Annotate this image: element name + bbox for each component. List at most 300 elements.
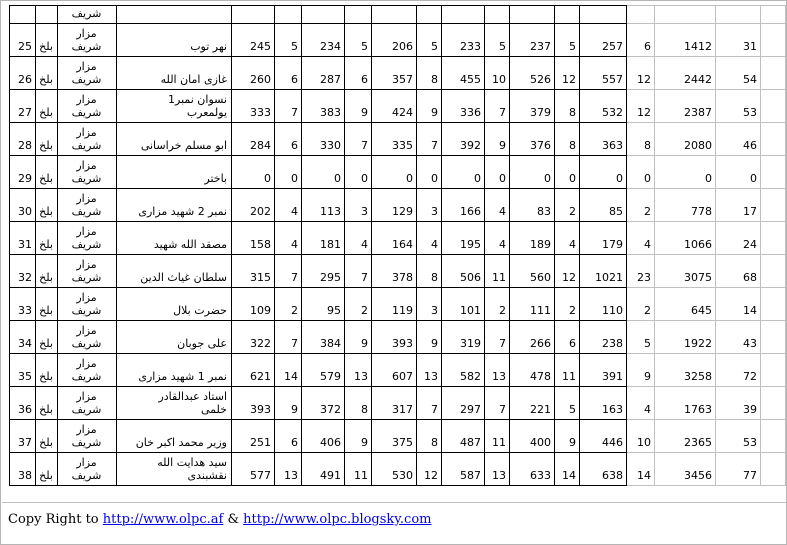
value-cell: 11	[555, 354, 580, 387]
value-cell: 202	[232, 189, 275, 222]
value-cell: 6	[275, 57, 302, 90]
value-cell: 10	[627, 420, 655, 453]
value-cell: 376	[510, 123, 555, 156]
value-cell: 4	[417, 222, 442, 255]
value-cell: 5	[555, 24, 580, 57]
value-cell	[485, 6, 510, 24]
total-cell: 3075	[655, 255, 716, 288]
value-cell: 111	[510, 288, 555, 321]
value-cell: 266	[510, 321, 555, 354]
district-line1: مزار	[76, 456, 97, 469]
value-cell	[275, 6, 302, 24]
classes-total-cell: 24	[716, 222, 761, 255]
value-cell: 164	[372, 222, 417, 255]
row-number-cell: 36	[10, 387, 36, 420]
row-number-cell: 32	[10, 255, 36, 288]
province-cell: بلخ	[36, 123, 58, 156]
empty-sliver-cell	[761, 354, 786, 387]
school-name-line1: سلطان غياث الدين	[140, 271, 227, 284]
school-name-cell	[117, 189, 232, 222]
value-cell: 8	[555, 123, 580, 156]
value-cell: 2	[555, 189, 580, 222]
district-line1: مزار	[76, 192, 97, 205]
province-cell: بلخ	[36, 90, 58, 123]
school-name-line1: مصقد الله شهيد	[153, 238, 227, 251]
value-cell: 4	[275, 189, 302, 222]
value-cell: 4	[627, 387, 655, 420]
value-cell: 330	[302, 123, 345, 156]
value-cell: 4	[345, 222, 372, 255]
value-cell: 1021	[580, 255, 627, 288]
school-name-cell	[117, 123, 232, 156]
value-cell: 392	[442, 123, 485, 156]
value-cell: 363	[580, 123, 627, 156]
district-line1: مزار	[76, 324, 97, 337]
district-line2: شريف	[71, 436, 102, 449]
value-cell: 579	[302, 354, 345, 387]
empty-sliver-cell	[761, 6, 786, 24]
value-cell: 4	[485, 189, 510, 222]
value-cell: 206	[372, 24, 417, 57]
province-cell: بلخ	[36, 354, 58, 387]
school-name-cell	[117, 453, 232, 486]
school-name-cell	[117, 222, 232, 255]
value-cell: 6	[275, 420, 302, 453]
district-line2: شريف	[71, 469, 102, 482]
value-cell: 0	[510, 156, 555, 189]
value-cell: 95	[302, 288, 345, 321]
school-name-line1: سيد هدايت الله	[157, 456, 227, 469]
value-cell: 384	[302, 321, 345, 354]
district-line1: مزار	[76, 93, 97, 106]
value-cell: 5	[485, 24, 510, 57]
value-cell: 14	[555, 453, 580, 486]
total-cell: 0	[655, 156, 716, 189]
value-cell: 8	[627, 123, 655, 156]
value-cell: 487	[442, 420, 485, 453]
empty-sliver-cell	[761, 321, 786, 354]
value-cell: 0	[485, 156, 510, 189]
table-row	[10, 354, 786, 387]
value-cell: 13	[345, 354, 372, 387]
classes-total-cell: 77	[716, 453, 761, 486]
total-cell: 2080	[655, 123, 716, 156]
district-line2: شريف	[71, 106, 102, 119]
value-cell: 158	[232, 222, 275, 255]
value-cell: 12	[555, 255, 580, 288]
value-cell: 4	[627, 222, 655, 255]
value-cell: 2	[627, 189, 655, 222]
value-cell: 13	[275, 453, 302, 486]
school-name-line1: نسوان نمبر1	[168, 93, 227, 106]
table-row	[10, 387, 786, 420]
school-name-line1: غازی امان الله	[160, 73, 227, 86]
row-number-cell: 33	[10, 288, 36, 321]
schools-data-table	[9, 5, 786, 486]
value-cell: 4	[485, 222, 510, 255]
value-cell: 319	[442, 321, 485, 354]
value-cell: 12	[627, 90, 655, 123]
value-cell: 6	[627, 24, 655, 57]
value-cell	[580, 6, 627, 24]
value-cell: 532	[580, 90, 627, 123]
district-cell	[58, 453, 117, 486]
value-cell: 7	[345, 255, 372, 288]
value-cell: 237	[510, 24, 555, 57]
value-cell: 0	[627, 156, 655, 189]
school-name-cell	[117, 156, 232, 189]
value-cell: 7	[485, 387, 510, 420]
value-cell: 13	[485, 453, 510, 486]
school-name-cell	[117, 6, 232, 24]
province-cell: بلخ	[36, 453, 58, 486]
value-cell: 284	[232, 123, 275, 156]
copyright-text: Copy Right to	[8, 512, 103, 527]
value-cell: 179	[580, 222, 627, 255]
value-cell: 393	[232, 387, 275, 420]
value-cell: 2	[275, 288, 302, 321]
value-cell: 129	[372, 189, 417, 222]
value-cell: 0	[345, 156, 372, 189]
value-cell: 5	[275, 24, 302, 57]
province-cell: بلخ	[36, 222, 58, 255]
classes-total-cell: 14	[716, 288, 761, 321]
school-name-line1: حضرت بلال	[173, 304, 227, 317]
district-cell	[58, 90, 117, 123]
value-cell: 181	[302, 222, 345, 255]
value-cell: 560	[510, 255, 555, 288]
table-row	[10, 420, 786, 453]
gridline-below-table	[2, 502, 786, 503]
district-cell	[58, 57, 117, 90]
classes-total-cell	[716, 6, 761, 24]
row-number-cell: 38	[10, 453, 36, 486]
table-row	[10, 123, 786, 156]
value-cell: 5	[417, 24, 442, 57]
total-cell: 1763	[655, 387, 716, 420]
value-cell: 8	[555, 90, 580, 123]
school-name-cell	[117, 387, 232, 420]
value-cell: 7	[485, 90, 510, 123]
value-cell: 424	[372, 90, 417, 123]
table-row	[10, 453, 786, 486]
value-cell: 406	[302, 420, 345, 453]
value-cell: 101	[442, 288, 485, 321]
district-line2: شريف	[71, 403, 102, 416]
olpc-af-link[interactable]: http://www.olpc.af	[102, 512, 224, 527]
value-cell: 8	[417, 420, 442, 453]
table-row	[10, 90, 786, 123]
province-cell: بلخ	[36, 255, 58, 288]
value-cell: 9	[345, 321, 372, 354]
value-cell: 11	[485, 420, 510, 453]
district-line1: مزار	[76, 390, 97, 403]
value-cell: 357	[372, 57, 417, 90]
value-cell: 287	[302, 57, 345, 90]
value-cell: 0	[302, 156, 345, 189]
value-cell: 506	[442, 255, 485, 288]
value-cell	[345, 6, 372, 24]
district-cell	[58, 189, 117, 222]
total-cell: 1412	[655, 24, 716, 57]
value-cell: 245	[232, 24, 275, 57]
value-cell: 195	[442, 222, 485, 255]
value-cell: 2	[485, 288, 510, 321]
district-line1: مزار	[76, 258, 97, 271]
value-cell: 295	[302, 255, 345, 288]
value-cell: 375	[372, 420, 417, 453]
table-row	[10, 255, 786, 288]
value-cell: 526	[510, 57, 555, 90]
value-cell: 317	[372, 387, 417, 420]
classes-total-cell: 53	[716, 90, 761, 123]
district-cell	[58, 354, 117, 387]
value-cell: 638	[580, 453, 627, 486]
value-cell: 13	[417, 354, 442, 387]
empty-sliver-cell	[761, 288, 786, 321]
district-line2: شريف	[71, 205, 102, 218]
olpc-blogsky-link[interactable]: http://www.olpc.blogsky.com	[243, 512, 432, 527]
district-cell	[58, 6, 117, 24]
district-cell	[58, 123, 117, 156]
district-cell	[58, 156, 117, 189]
value-cell: 9	[275, 387, 302, 420]
value-cell: 251	[232, 420, 275, 453]
total-cell: 2387	[655, 90, 716, 123]
district-line2: شريف	[71, 271, 102, 284]
table-row	[10, 288, 786, 321]
value-cell: 7	[275, 321, 302, 354]
value-cell: 3	[417, 288, 442, 321]
district-line1: مزار	[76, 423, 97, 436]
value-cell: 11	[345, 453, 372, 486]
total-cell: 3456	[655, 453, 716, 486]
classes-total-cell: 53	[716, 420, 761, 453]
value-cell: 3	[345, 189, 372, 222]
table-row	[10, 189, 786, 222]
total-cell	[655, 6, 716, 24]
row-number-cell: 26	[10, 57, 36, 90]
district-line1: مزار	[76, 357, 97, 370]
value-cell: 9	[555, 420, 580, 453]
value-cell: 14	[627, 453, 655, 486]
value-cell: 2	[627, 288, 655, 321]
value-cell: 3	[417, 189, 442, 222]
province-cell: بلخ	[36, 57, 58, 90]
total-cell: 1066	[655, 222, 716, 255]
value-cell: 0	[580, 156, 627, 189]
table-row	[10, 57, 786, 90]
district-cell	[58, 24, 117, 57]
value-cell: 446	[580, 420, 627, 453]
value-cell: 119	[372, 288, 417, 321]
value-cell: 166	[442, 189, 485, 222]
district-cell	[58, 321, 117, 354]
value-cell: 7	[345, 123, 372, 156]
value-cell	[302, 6, 345, 24]
school-name-line1: نمبر 2 شهيد مزاری	[138, 205, 227, 218]
school-name-cell	[117, 420, 232, 453]
row-number-cell: 27	[10, 90, 36, 123]
value-cell: 8	[417, 57, 442, 90]
value-cell: 260	[232, 57, 275, 90]
value-cell: 0	[372, 156, 417, 189]
row-number-cell: 31	[10, 222, 36, 255]
table-row	[10, 222, 786, 255]
value-cell: 8	[345, 387, 372, 420]
value-cell: 11	[485, 255, 510, 288]
row-number-cell: 28	[10, 123, 36, 156]
value-cell: 12	[555, 57, 580, 90]
row-number-cell: 35	[10, 354, 36, 387]
value-cell: 238	[580, 321, 627, 354]
value-cell: 0	[417, 156, 442, 189]
classes-total-cell: 43	[716, 321, 761, 354]
empty-sliver-cell	[761, 24, 786, 57]
value-cell: 379	[510, 90, 555, 123]
value-cell: 2	[345, 288, 372, 321]
value-cell: 0	[275, 156, 302, 189]
school-name-line1: باختر	[204, 172, 227, 185]
value-cell	[232, 6, 275, 24]
school-name-line1: نهر توب	[190, 40, 227, 53]
classes-total-cell: 39	[716, 387, 761, 420]
value-cell: 2	[555, 288, 580, 321]
district-cell	[58, 255, 117, 288]
row-number-cell: 25	[10, 24, 36, 57]
copyright-footer	[8, 512, 432, 527]
value-cell: 7	[417, 387, 442, 420]
value-cell: 13	[485, 354, 510, 387]
school-name-cell	[117, 57, 232, 90]
value-cell: 221	[510, 387, 555, 420]
school-name-cell	[117, 90, 232, 123]
value-cell: 10	[485, 57, 510, 90]
school-name-line1: وزير محمد اکبر خان	[135, 436, 227, 449]
value-cell	[627, 6, 655, 24]
value-cell: 333	[232, 90, 275, 123]
classes-total-cell: 54	[716, 57, 761, 90]
school-name-line2: خلمی	[201, 403, 227, 416]
total-cell: 2442	[655, 57, 716, 90]
empty-sliver-cell	[761, 420, 786, 453]
row-number-cell: 34	[10, 321, 36, 354]
value-cell: 12	[417, 453, 442, 486]
district-cell	[58, 387, 117, 420]
province-cell: بلخ	[36, 288, 58, 321]
empty-sliver-cell	[761, 156, 786, 189]
district-cell	[58, 288, 117, 321]
value-cell: 621	[232, 354, 275, 387]
value-cell: 297	[442, 387, 485, 420]
value-cell: 7	[275, 255, 302, 288]
value-cell	[442, 6, 485, 24]
classes-total-cell: 72	[716, 354, 761, 387]
district-line1: مزار	[76, 159, 97, 172]
school-name-line2: نقشبندی	[187, 469, 227, 482]
row-number-cell: 29	[10, 156, 36, 189]
school-name-line1: ابو مسلم خراسانی	[140, 139, 227, 152]
province-cell: بلخ	[36, 189, 58, 222]
table-row	[10, 24, 786, 57]
row-number-cell	[10, 6, 36, 24]
value-cell: 491	[302, 453, 345, 486]
ampersand-text: &	[223, 512, 244, 527]
empty-sliver-cell	[761, 387, 786, 420]
value-cell: 110	[580, 288, 627, 321]
value-cell: 9	[345, 420, 372, 453]
total-cell: 778	[655, 189, 716, 222]
empty-sliver-cell	[761, 90, 786, 123]
classes-total-cell: 68	[716, 255, 761, 288]
empty-sliver-cell	[761, 222, 786, 255]
classes-total-cell: 0	[716, 156, 761, 189]
value-cell	[555, 6, 580, 24]
district-line1: مزار	[76, 27, 97, 40]
value-cell: 85	[580, 189, 627, 222]
value-cell: 163	[580, 387, 627, 420]
value-cell: 5	[345, 24, 372, 57]
value-cell: 4	[275, 222, 302, 255]
value-cell: 607	[372, 354, 417, 387]
district-line2: شريف	[71, 172, 102, 185]
value-cell: 400	[510, 420, 555, 453]
value-cell: 9	[627, 354, 655, 387]
value-cell: 7	[417, 123, 442, 156]
value-cell: 5	[555, 387, 580, 420]
value-cell: 6	[345, 57, 372, 90]
value-cell: 14	[275, 354, 302, 387]
value-cell: 12	[627, 57, 655, 90]
value-cell: 478	[510, 354, 555, 387]
empty-sliver-cell	[761, 189, 786, 222]
province-cell: بلخ	[36, 156, 58, 189]
table-row	[10, 321, 786, 354]
school-name-line1: على جوبان	[177, 337, 227, 350]
classes-total-cell: 17	[716, 189, 761, 222]
classes-total-cell: 31	[716, 24, 761, 57]
district-line1: مزار	[76, 60, 97, 73]
province-cell: بلخ	[36, 321, 58, 354]
total-cell: 645	[655, 288, 716, 321]
value-cell: 383	[302, 90, 345, 123]
school-name-line1: نمبر 1 شهيد مزاری	[138, 370, 227, 383]
district-line1: مزار	[76, 291, 97, 304]
value-cell: 0	[442, 156, 485, 189]
value-cell: 322	[232, 321, 275, 354]
value-cell: 6	[555, 321, 580, 354]
value-cell: 7	[275, 90, 302, 123]
school-name-cell	[117, 321, 232, 354]
district-line2: شريف	[71, 40, 102, 53]
school-name-cell	[117, 24, 232, 57]
value-cell	[510, 6, 555, 24]
empty-sliver-cell	[761, 57, 786, 90]
empty-sliver-cell	[761, 453, 786, 486]
province-cell: بلخ	[36, 420, 58, 453]
empty-sliver-cell	[761, 255, 786, 288]
classes-total-cell: 46	[716, 123, 761, 156]
total-cell: 2365	[655, 420, 716, 453]
partial-top-row	[10, 6, 786, 24]
district-line1: مزار	[76, 225, 97, 238]
province-cell	[36, 6, 58, 24]
value-cell: 391	[580, 354, 627, 387]
row-number-cell: 30	[10, 189, 36, 222]
total-cell: 1922	[655, 321, 716, 354]
row-number-cell: 37	[10, 420, 36, 453]
value-cell: 557	[580, 57, 627, 90]
